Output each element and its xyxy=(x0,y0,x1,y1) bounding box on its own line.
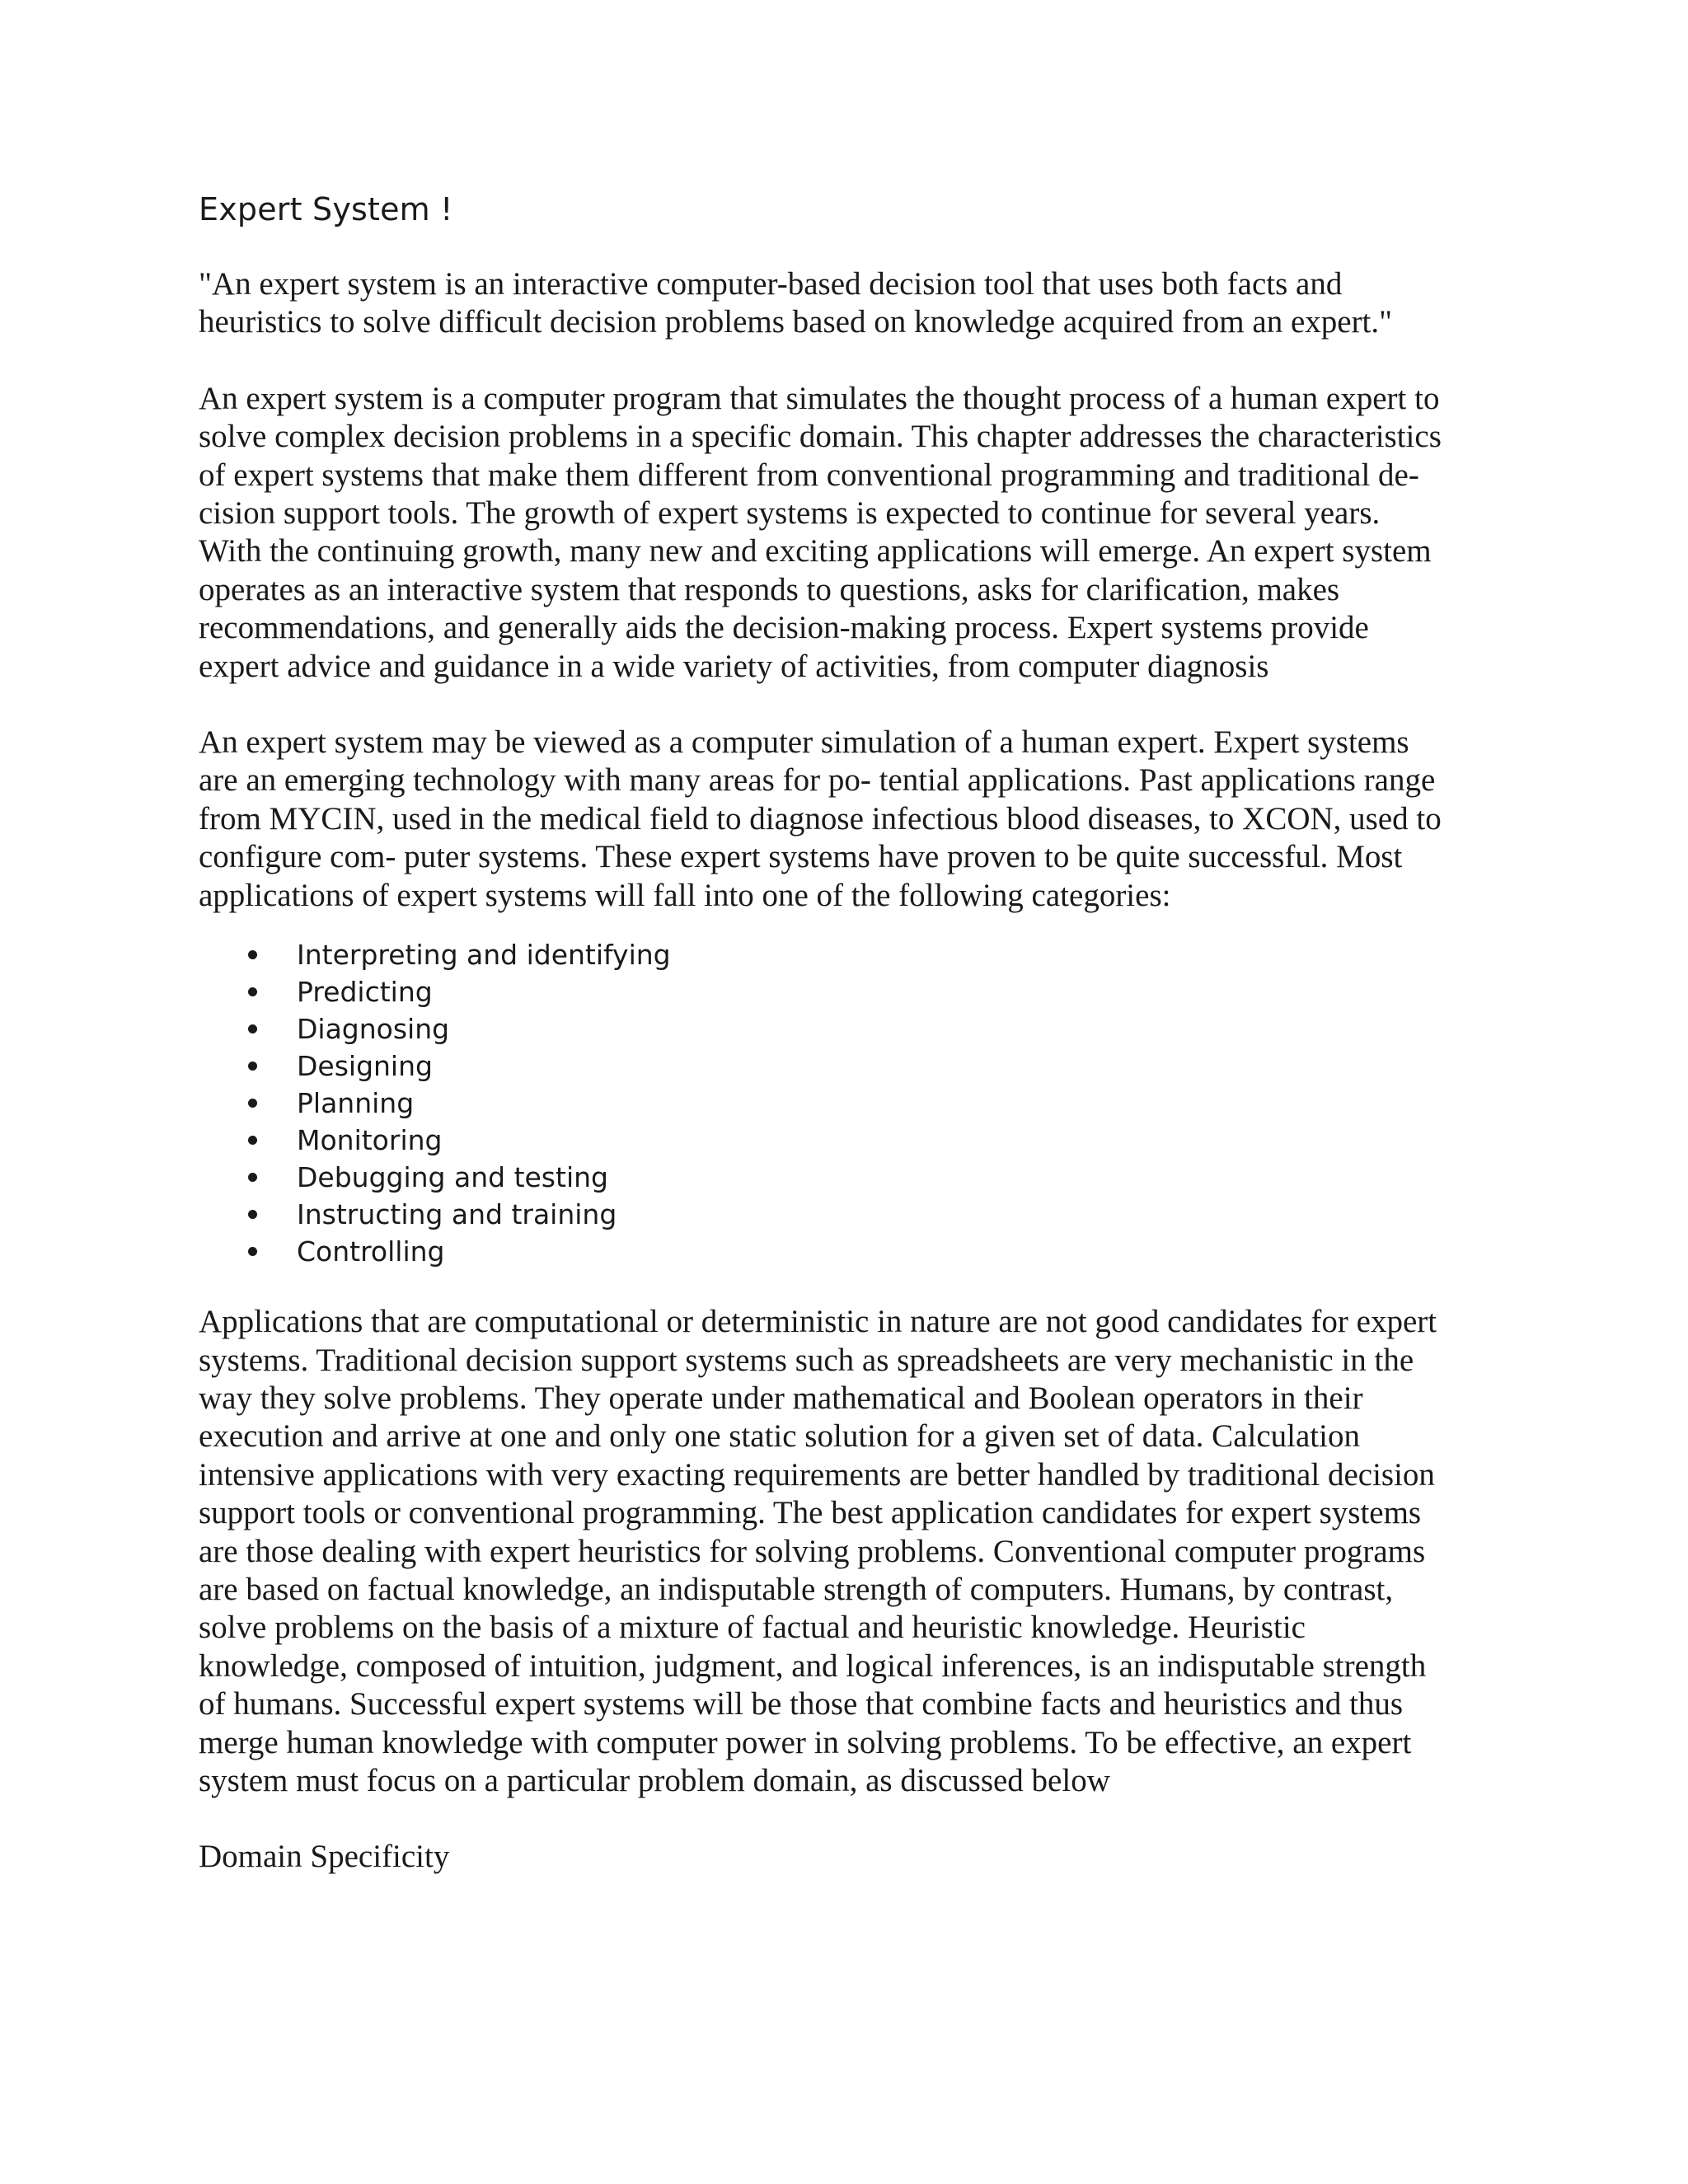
bullet-icon xyxy=(248,1247,257,1256)
bullet-icon xyxy=(248,1210,257,1219)
list-item xyxy=(199,973,1493,1010)
intro-paragraph: An expert system is a computer program that simulates the thought process of a human expert to solve complex decision problems in a specific domain. This chapter addresses the characteristics of expert systems that make them different from conventional programming and traditional de- cision support tools. The growth of expert systems is expected to continue for several years. With the continuing growth, many new and exciting applications will emerge. An expert system operates as an interactive system that responds to questions, asks for clarification, makes recommendations, and generally aids the decision-making process. Expert systems provide expert advice and guidance in a wide variety of activities, from computer diagnosis xyxy=(199,380,1442,684)
list-item-label: Planning xyxy=(297,1087,415,1120)
list-item xyxy=(199,1122,1493,1159)
definition-paragraph: "An expert system is an interactive computer-based decision tool that uses both facts and heuristics to solve difficult decision problems based on knowledge acquired from an expert." xyxy=(199,266,1393,340)
list-item-label: Predicting xyxy=(297,976,433,1009)
list-item-label: Interpreting and identifying xyxy=(297,939,671,972)
list-item-label: Designing xyxy=(297,1050,433,1083)
bullet-icon xyxy=(248,1062,257,1071)
section-subheading: Domain Specificity xyxy=(199,1839,450,1875)
bullet-icon xyxy=(248,1024,257,1033)
list-item xyxy=(199,1047,1493,1085)
list-item xyxy=(199,936,1493,973)
list-item-label: Controlling xyxy=(297,1235,445,1268)
document-page xyxy=(199,190,1493,1876)
document-title: Expert System ! xyxy=(199,191,453,227)
list-item xyxy=(199,1196,1493,1233)
list-item xyxy=(199,1010,1493,1047)
bullet-icon xyxy=(248,1136,257,1145)
list-item-label: Diagnosing xyxy=(297,1013,450,1046)
bullet-icon xyxy=(248,950,257,959)
bullet-icon xyxy=(248,1099,257,1108)
list-item-label: Monitoring xyxy=(297,1124,443,1157)
list-item-label: Instructing and training xyxy=(297,1198,617,1231)
closing-paragraph: Applications that are computational or deterministic in nature are not good candidates for expert systems. Traditional decision support systems such as spreadsheets are very mechanistic in the way they solve problems. They operate under mathematical and Boolean operators in their execution and arrive at one and only one static solution for a given set of data. Calculation intensive applications with very exacting requirements are better handled by traditional decision support tools or conventional programming. The best application candidates for expert systems are those dealing with expert heuristics for solving problems. Conventional computer programs are based on factual knowledge, an indisputable strength of computers. Humans, by contrast, solve problems on the basis of a mixture of factual and heuristic knowledge. Heuristic knowledge, composed of intuition, judgment, and logical inferences, is an indisputable strength of humans. Successful expert systems will be those that combine facts and heuristics and thus merge human knowledge with computer power in solving problems. To be effective, an expert system must focus on a particular problem domain, as discussed below xyxy=(199,1304,1437,1798)
categories-list xyxy=(199,936,1493,1270)
list-item xyxy=(199,1159,1493,1196)
bullet-icon xyxy=(248,1173,257,1182)
list-item-label: Debugging and testing xyxy=(297,1161,608,1194)
list-item xyxy=(199,1233,1493,1270)
bullet-icon xyxy=(248,987,257,996)
list-item xyxy=(199,1085,1493,1122)
applications-paragraph: An expert system may be viewed as a computer simulation of a human expert. Expert systems are an emerging technology with many areas for po- tential applications. Past applications range from MYCIN, used in the medical field to diagnose infectious blood diseases, to XCON, used to configure com- puter systems. These expert systems have proven to be quite successful. Most applications of expert systems will fall into one of the following categories: xyxy=(199,724,1442,913)
